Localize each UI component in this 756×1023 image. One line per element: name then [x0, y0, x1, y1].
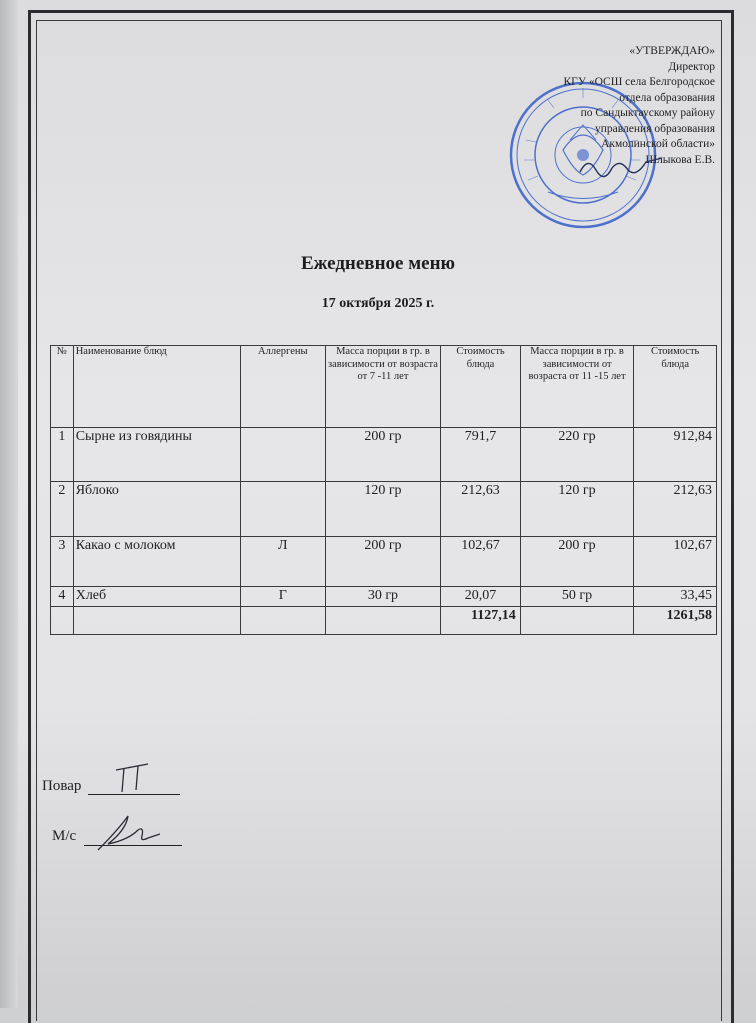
cell-mass-7-11: 30 гр — [325, 587, 441, 607]
table-row — [51, 482, 717, 537]
approval-line: Акмолинской области» — [601, 138, 715, 150]
page-shadow — [0, 0, 18, 1008]
cell-allergens — [240, 428, 325, 482]
cell-mass-7-11: 200 гр — [325, 428, 441, 482]
cell-num: 4 — [51, 587, 74, 607]
cell-name: Сырне из говядины — [73, 428, 240, 482]
cell-allergens: Г — [240, 587, 325, 607]
cell-empty — [520, 607, 634, 635]
cell-allergens: Л — [240, 537, 325, 587]
cell-name: Хлеб — [73, 587, 240, 607]
cell-mass-7-11: 120 гр — [325, 482, 441, 537]
cell-num: 3 — [51, 537, 74, 587]
approval-block — [564, 44, 716, 168]
cell-cost-7-11: 102,67 — [441, 537, 521, 587]
cell-mass-11-15: 50 гр — [520, 587, 634, 607]
cell-empty — [325, 607, 441, 635]
header-cost-11-15: Стоимость блюда — [634, 346, 717, 428]
director-signature-icon — [576, 152, 666, 182]
approval-line: Шлыкова Е.В. — [645, 153, 715, 166]
page-title: Ежедневное меню — [300, 253, 456, 274]
cell-cost-11-15: 912,84 — [634, 428, 717, 482]
approval-line: КГУ «ОСШ села Белгородское — [563, 76, 715, 88]
cell-mass-7-11: 200 гр — [325, 537, 441, 587]
menu-date: 17 октября 2025 г. — [321, 296, 435, 311]
cell-cost-11-15: 212,63 — [634, 482, 717, 537]
cook-label: Повар — [42, 778, 82, 794]
cell-empty — [73, 607, 240, 635]
cell-cost-7-11: 791,7 — [441, 428, 521, 482]
cell-num: 1 — [51, 428, 74, 482]
header-cost-7-11: Стоимость блюда — [441, 346, 521, 428]
approval-line: по Сандыктаускому району — [580, 107, 715, 119]
approval-line: отдела образования — [619, 91, 715, 104]
table-row — [51, 587, 717, 607]
approval-line: Директор — [668, 60, 715, 73]
menu-table — [50, 345, 717, 635]
total-cost-7-11: 1127,14 — [441, 607, 521, 635]
cell-cost-7-11: 20,07 — [441, 587, 521, 607]
cell-empty — [51, 607, 74, 635]
table-row — [51, 428, 717, 482]
totals-row — [51, 607, 717, 635]
cell-mass-11-15: 120 гр — [520, 482, 634, 537]
cell-allergens — [240, 482, 325, 537]
stamp-place-label: М/с — [52, 828, 77, 844]
header-allergens: Аллергены — [240, 346, 325, 428]
header-mass-11-15: Масса порции в гр. в зависимости от возраста от 11 -15 лет — [520, 346, 634, 428]
header-mass-7-11: Масса порции в гр. в зависимости от возраста от 7 -11 лет — [325, 346, 441, 428]
total-cost-11-15: 1261,58 — [634, 607, 717, 635]
cell-empty — [240, 607, 325, 635]
header-num: № — [51, 346, 74, 428]
table-row — [51, 537, 717, 587]
cell-mass-11-15: 200 гр — [520, 537, 634, 587]
header-name: Наименование блюд — [73, 346, 240, 428]
table-header-row — [51, 346, 717, 428]
cell-num: 2 — [51, 482, 74, 537]
cell-cost-11-15: 33,45 — [634, 587, 717, 607]
cell-name: Какао с молоком — [73, 537, 240, 587]
cook-signature-icon — [108, 760, 158, 796]
cell-cost-11-15: 102,67 — [634, 537, 717, 587]
approval-line: «УТВЕРЖДАЮ» — [629, 45, 715, 57]
cell-cost-7-11: 212,63 — [441, 482, 521, 537]
cell-name: Яблоко — [73, 482, 240, 537]
medical-signature-icon — [88, 810, 168, 860]
approval-line: управления образования — [594, 122, 715, 135]
cell-mass-11-15: 220 гр — [520, 428, 634, 482]
